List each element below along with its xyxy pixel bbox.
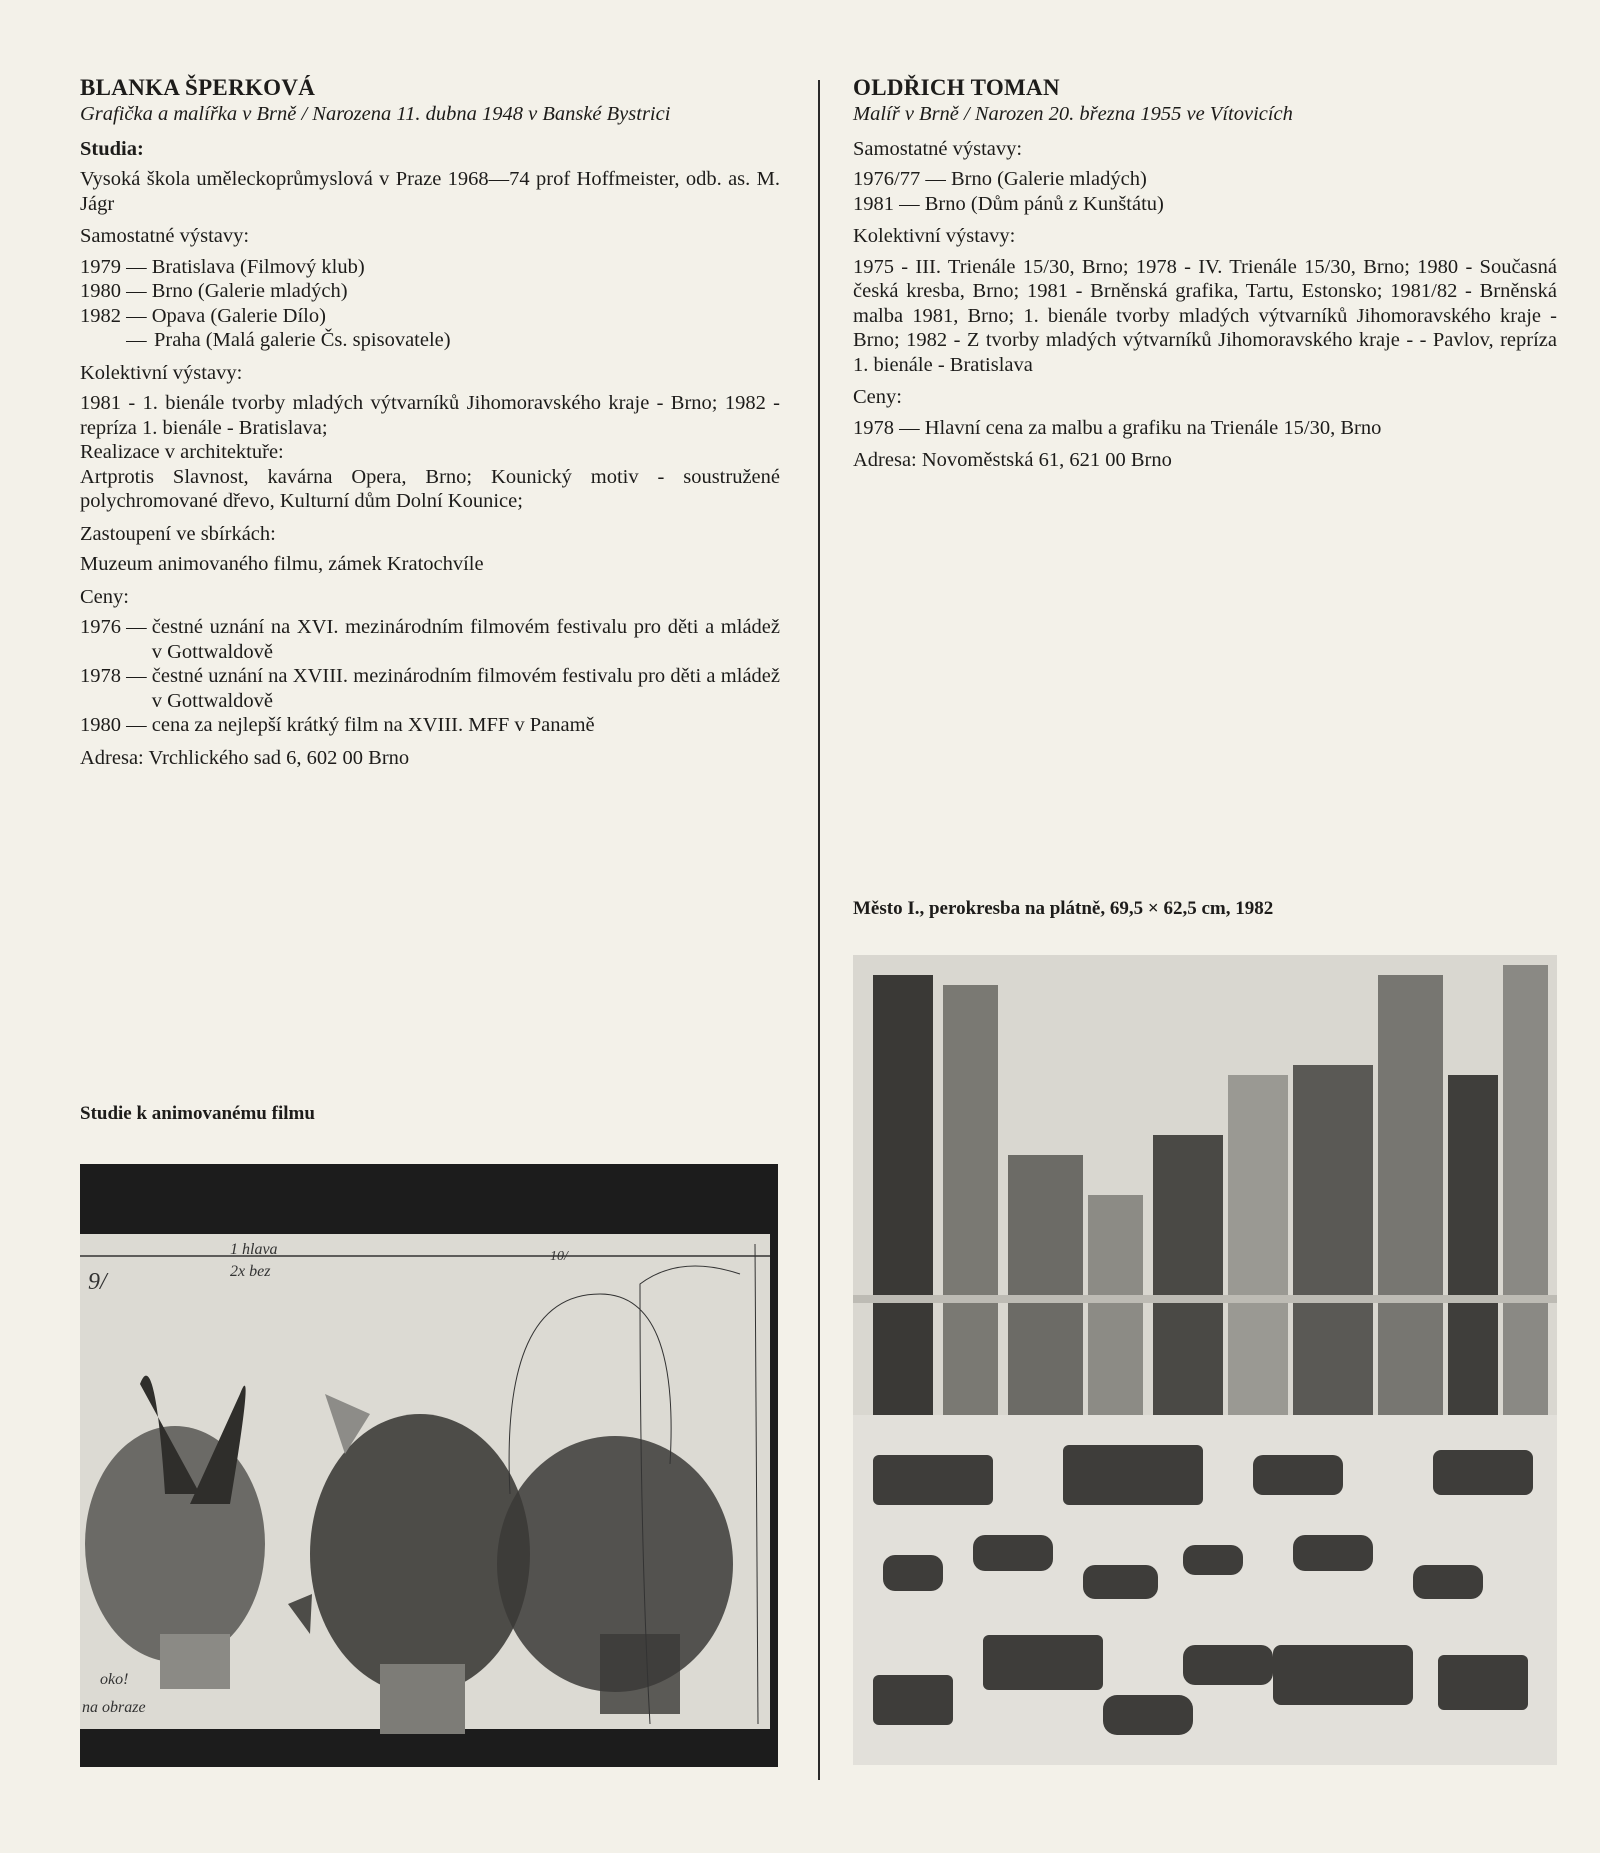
artwork-mesto-i (853, 955, 1557, 1765)
note: 10/ (550, 1249, 568, 1264)
year: 1980 — (80, 280, 152, 302)
award-item (853, 416, 1557, 441)
address: Adresa: Vrchlického sad 6, 602 00 Brno (80, 746, 410, 769)
studia-text: Vysoká škola uměleckoprůmyslová v Praze 1968—74 prof Hoffmeister, odb. as. M. Jágr (80, 168, 780, 215)
artist-name: BLANKA ŠPERKOVÁ (80, 75, 316, 100)
artist-subtitle: Grafička a malířka v Brně / Narozena 11. dubna 1948 v Banské Bystrici (80, 103, 671, 125)
solo-text: Brno (Dům pánů z Kunštátu) (924, 192, 1164, 215)
column-divider (818, 80, 820, 1780)
solo-label: Samostatné výstavy: (80, 225, 250, 247)
awards-label: Ceny: (80, 585, 129, 608)
address: Adresa: Novoměstská 61, 621 00 Brno (853, 449, 1172, 471)
solo-item (80, 304, 780, 329)
solo-item (853, 167, 1557, 192)
artwork-animation-study (80, 1164, 778, 1767)
artist-subtitle: Malíř v Brně / Narozen 20. března 1955 ve Vítovicích (853, 103, 1293, 125)
award-text: Hlavní cena za malbu a grafiku na Trienále 15/30, Brno (924, 416, 1382, 439)
year: 1978 — (80, 665, 152, 687)
solo-text: Brno (Galerie mladých) (151, 280, 348, 302)
year: 1976/77 — (853, 168, 951, 190)
note: 1 hlava (230, 1241, 278, 1258)
award-item (80, 713, 780, 738)
arch-text: Artprotis Slavnost, kavárna Opera, Brno; Kounický motiv - soustružené polychromované dřevo, Kulturní dům Dolní Kounice; (80, 465, 780, 512)
year: 1980 — (80, 714, 152, 736)
note: na obraze (82, 1699, 146, 1716)
year: 1979 — (80, 255, 152, 278)
award-text: cena za nejlepší krátký film na XVIII. MFF v Panamě (151, 714, 595, 736)
year: 1978 — (853, 416, 925, 439)
solo-text: Praha (Malá galerie Čs. spisovatele) (154, 329, 451, 351)
collection-label: Zastoupení ve sbírkách: (80, 522, 276, 545)
group-text: 1975 - III. Trienále 15/30, Brno; 1978 - IV. Trienále 15/30, Brno; 1980 - Současná česká kresba, Brno; 1981 - Brněnská grafika, Tartu, Estonsko; 1981/82 - Brněnská malba 1981, Brno; 1. bienále tvorby mladých výtvarníků Jihomoravského kraje - Brno; 1982 - Z tvorby mladých výtvarníků Jihomoravského kraje - - Pavlov, repríza 1. bienále - Bratislava (853, 255, 1557, 376)
award-text: čestné uznání na XVIII. mezinárodním filmovém festivalu pro děti a mládež v Gottwaldově (151, 665, 780, 712)
year: 1976 — (80, 616, 152, 638)
group-label: Kolektivní výstavy: (80, 361, 243, 384)
solo-item (80, 328, 780, 353)
note: oko! (100, 1671, 129, 1688)
artist-entry-sperkova (80, 74, 780, 770)
figure-caption-left: Studie k animovanému filmu (80, 1103, 315, 1124)
group-label: Kolektivní výstavy: (853, 225, 1016, 247)
collection-text: Muzeum animovaného filmu, zámek Kratochvíle (80, 553, 484, 575)
solo-text: Bratislava (Filmový klub) (151, 255, 365, 278)
year: 1982 — (80, 304, 152, 327)
awards-label: Ceny: (853, 386, 902, 408)
artist-name: OLDŘICH TOMAN (853, 75, 1060, 100)
solo-label: Samostatné výstavy: (853, 137, 1023, 160)
group-text: 1981 - 1. bienále tvorby mladých výtvarníků Jihomoravského kraje - Brno; 1982 - repríza 1. bienále - Bratislava; (80, 392, 780, 439)
arch-label: Realizace v architektuře: (80, 441, 284, 463)
solo-item (80, 255, 780, 280)
studia-label: Studia: (80, 137, 144, 160)
solo-text: Opava (Galerie Dílo) (151, 304, 326, 327)
award-text: čestné uznání na XVI. mezinárodním filmovém festivalu pro děti a mládež v Gottwaldově (151, 616, 780, 663)
year: — (80, 329, 152, 351)
solo-item (80, 279, 780, 304)
note: 9/ (88, 1269, 107, 1295)
artist-entry-toman (853, 74, 1557, 473)
figure-caption-right: Město I., perokresba na plátně, 69,5 × 62,5 cm, 1982 (853, 898, 1274, 919)
solo-item (853, 192, 1557, 217)
year: 1981 — (853, 192, 925, 215)
award-item (80, 664, 780, 713)
solo-text: Brno (Galerie mladých) (950, 168, 1147, 190)
award-item (80, 615, 780, 664)
note: 2x bez (230, 1263, 271, 1280)
